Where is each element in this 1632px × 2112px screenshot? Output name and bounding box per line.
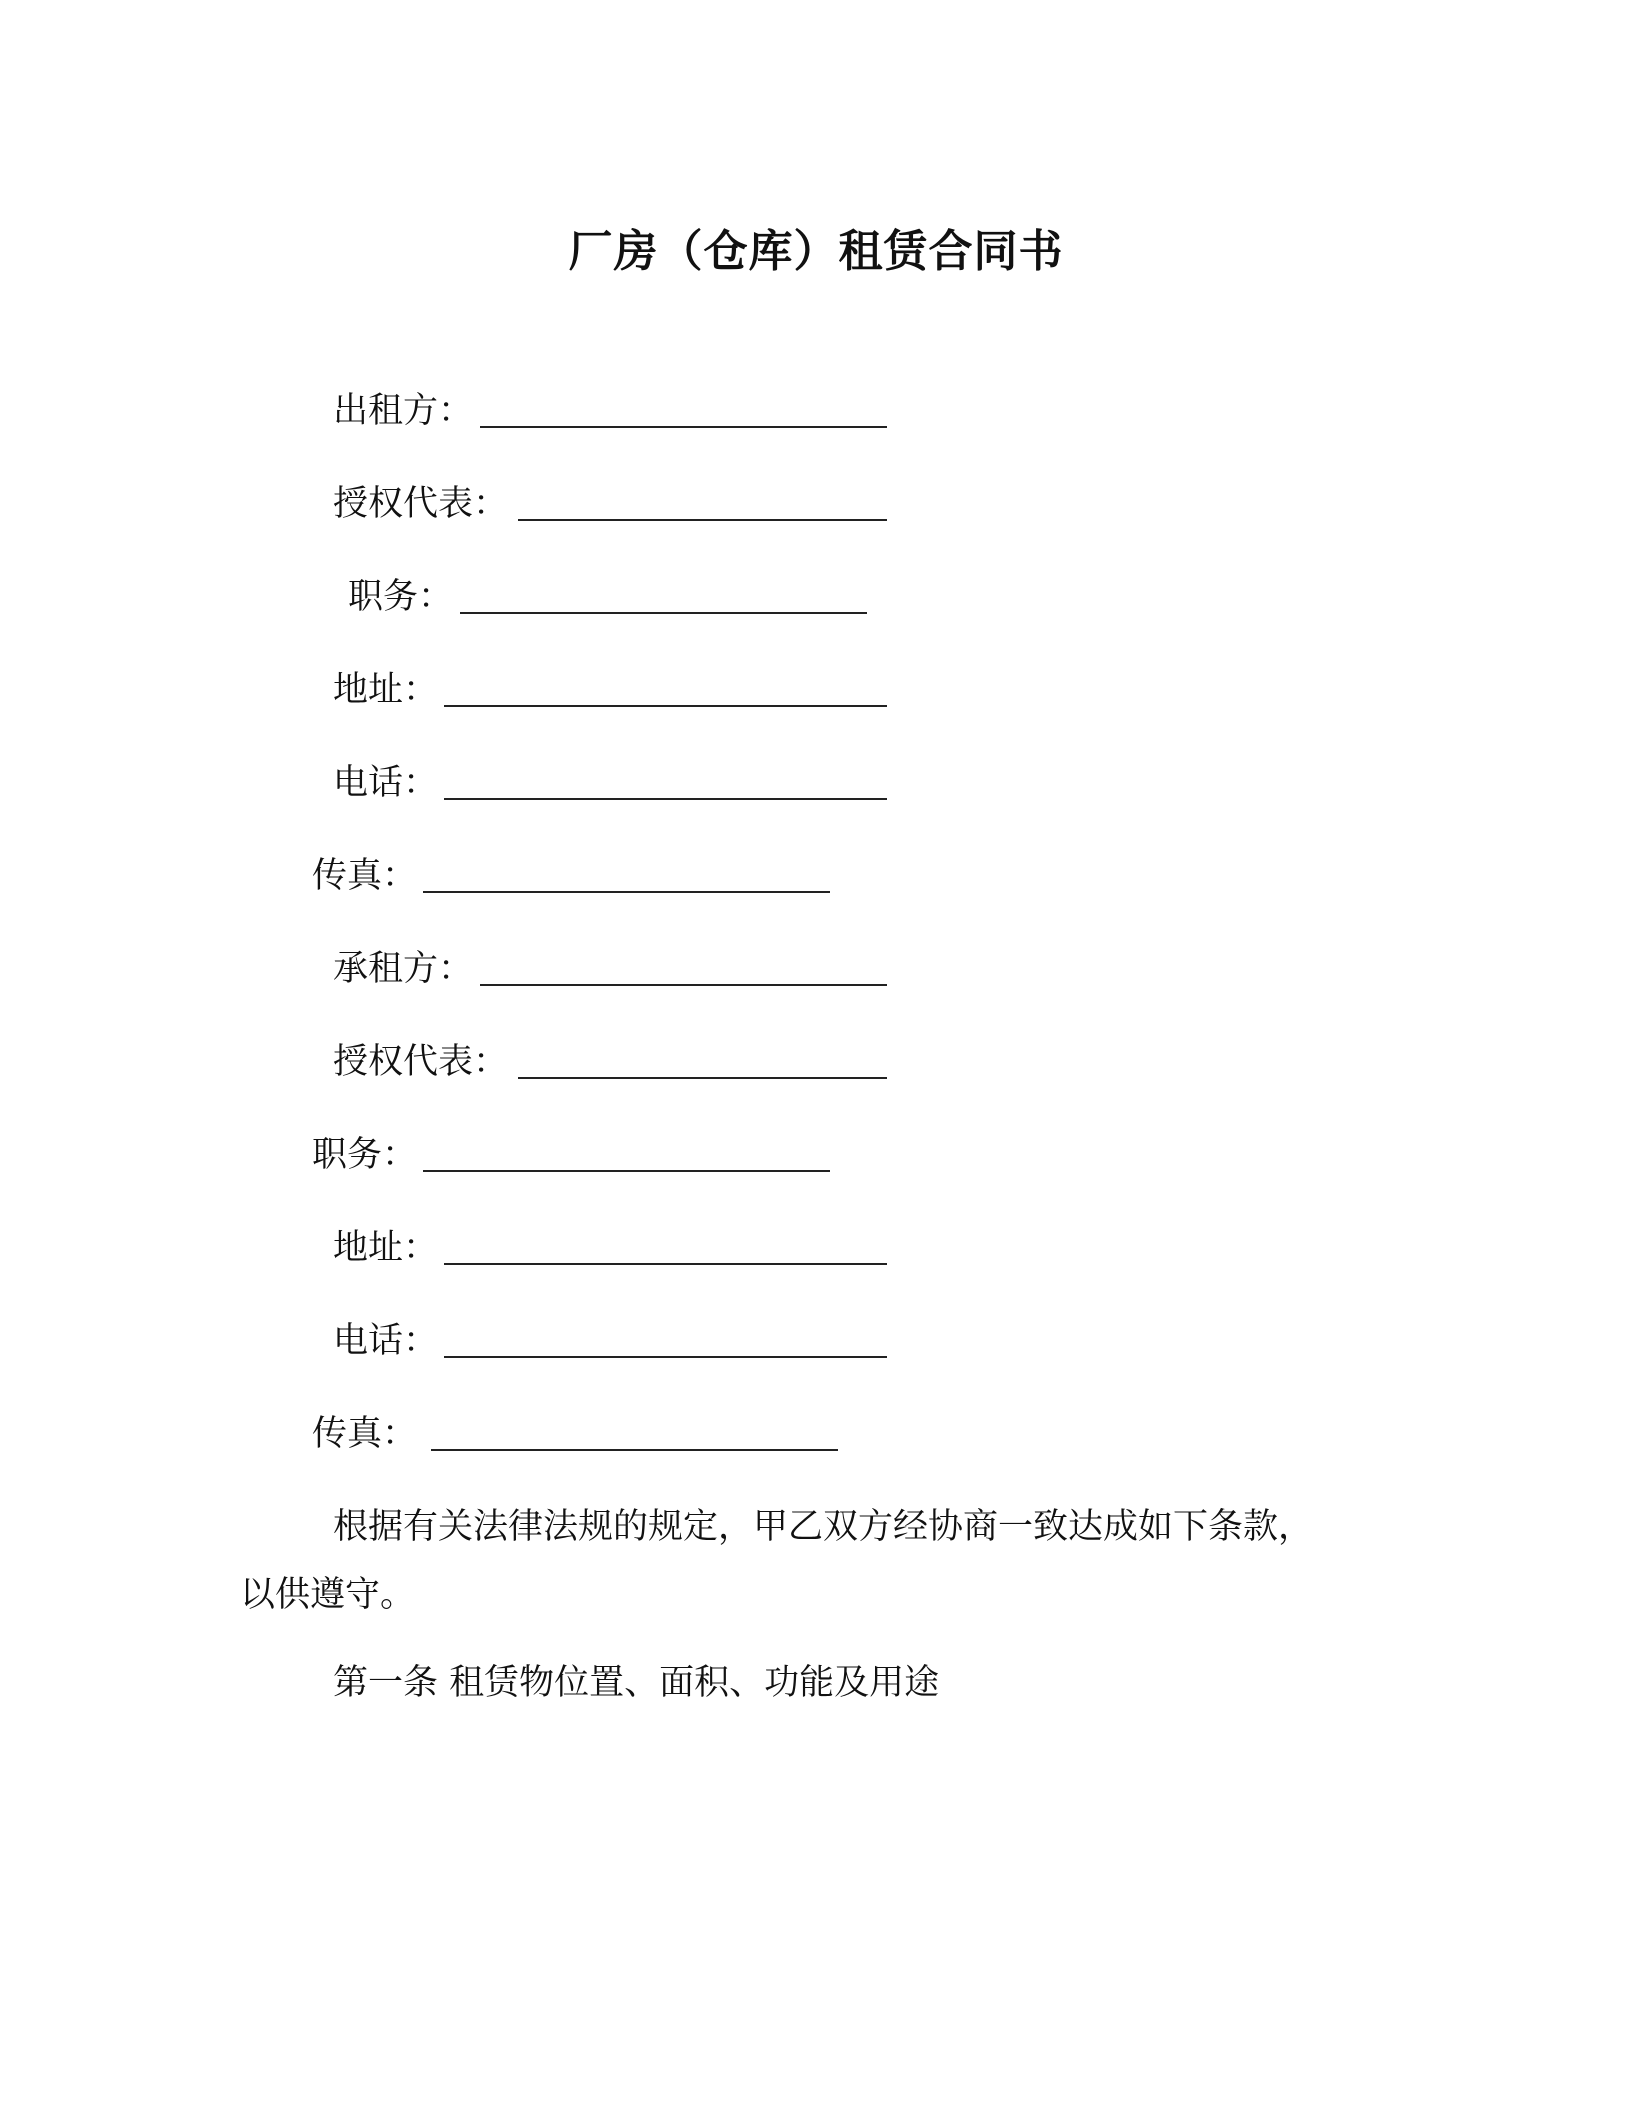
lessee-fax-field [312, 1409, 417, 1459]
lessor-field [333, 386, 473, 436]
lessor-position-label: 职务： [348, 577, 454, 617]
lessor-address-field [333, 665, 438, 715]
lessee-blank-line[interactable] [480, 984, 887, 986]
lessor-rep-blank-line[interactable] [518, 519, 887, 521]
lessor-blank-line[interactable] [480, 426, 887, 428]
intro-paragraph-line-1: 根据有关法律法规的规定，甲乙双方经协商一致达成如下条款， [333, 1507, 1314, 1547]
lessee-position-label: 职务： [312, 1135, 418, 1175]
intro-paragraph-line-2: 以供遵守。 [240, 1575, 416, 1615]
lessor-rep-field [333, 479, 508, 529]
lessor-position-field [348, 572, 453, 622]
lessor-phone-label: 电话： [333, 763, 439, 803]
lessor-position-blank-line[interactable] [460, 612, 867, 614]
lessee-address-label: 地址： [333, 1228, 439, 1268]
lessee-address-blank-line[interactable] [444, 1263, 887, 1265]
lessee-phone-blank-line[interactable] [444, 1356, 887, 1358]
lessor-fax-blank-line[interactable] [423, 891, 830, 893]
lessee-phone-label: 电话： [333, 1321, 439, 1361]
lessee-rep-field [333, 1037, 508, 1087]
lessee-fax-label: 传真： [312, 1414, 418, 1454]
lessee-rep-label: 授权代表： [333, 1042, 509, 1082]
lessee-rep-blank-line[interactable] [518, 1077, 887, 1079]
document-title: 厂房（仓库）租赁合同书 [568, 226, 1064, 277]
lessee-phone-field [333, 1316, 438, 1366]
lessor-fax-field [312, 851, 417, 901]
lessee-fax-blank-line[interactable] [431, 1449, 838, 1451]
lessor-address-label: 地址： [333, 670, 439, 710]
lessor-fax-label: 传真： [312, 856, 418, 896]
article-1-heading: 第一条 租赁物位置、面积、功能及用途 [333, 1663, 940, 1703]
lessee-field [333, 944, 473, 994]
lessee-position-field [312, 1130, 417, 1180]
lessor-label: 出租方： [333, 391, 474, 431]
lessor-address-blank-line[interactable] [444, 705, 887, 707]
lessor-rep-label: 授权代表： [333, 484, 509, 524]
lessee-address-field [333, 1223, 438, 1273]
lessee-label: 承租方： [333, 949, 474, 989]
lessee-position-blank-line[interactable] [423, 1170, 830, 1172]
lessor-phone-field [333, 758, 438, 808]
lessor-phone-blank-line[interactable] [444, 798, 887, 800]
